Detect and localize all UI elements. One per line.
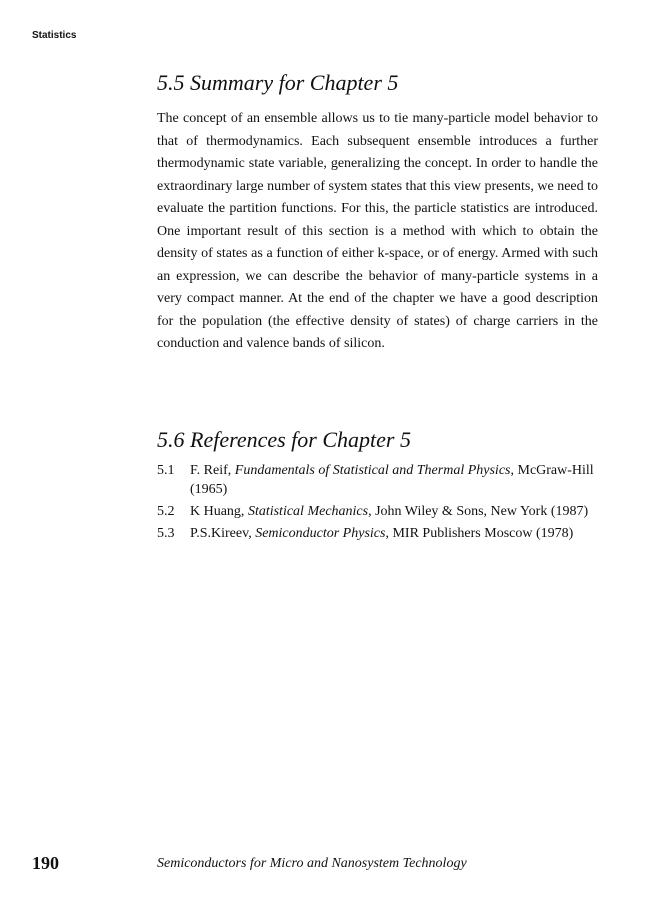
reference-publisher: , John Wiley & Sons, New York (1987)	[368, 504, 589, 519]
reference-list	[157, 461, 602, 546]
page-number: 190	[32, 853, 59, 873]
reference-text	[190, 524, 602, 543]
reference-number: 5.1	[157, 463, 175, 478]
book-title: Semiconductors for Micro and Nanosystem Technology	[157, 856, 467, 871]
reference-author: F. Reif,	[190, 463, 235, 478]
reference-title: Statistical Mechanics	[247, 504, 369, 519]
reference-publisher: , MIR Publishers Moscow (1978)	[385, 526, 574, 541]
section-title-references: 5.6 References for Chapter 5	[157, 427, 411, 452]
reference-number: 5.3	[157, 526, 175, 541]
reference-author: P.S.Kireev,	[190, 526, 256, 541]
reference-item	[157, 461, 602, 499]
reference-text	[190, 461, 602, 499]
reference-publisher: , McGraw-Hill (1965)	[190, 463, 594, 497]
reference-author: K Huang,	[190, 504, 248, 519]
reference-item	[157, 524, 602, 543]
reference-item	[157, 502, 602, 521]
running-head: Statistics	[32, 30, 77, 41]
reference-text	[190, 502, 602, 521]
reference-title: Fundamentals of Statistical and Thermal Physics	[234, 463, 511, 478]
reference-title: Semiconductor Physics	[255, 526, 386, 541]
reference-number: 5.2	[157, 504, 175, 519]
section-title-summary: 5.5 Summary for Chapter 5	[157, 70, 399, 95]
summary-paragraph: The concept of an ensemble allows us to tie many-particle model behavior to that of thermodynamics. Each subsequent ensemble introduces a further thermodynamic state variable, generalizing the concept. In order to handle the extraordinary large number of system states that this view presents, we need to evaluate the partition functions. For this, the particle statistics are introduced. One important result of this section is a method with which to obtain the density of states as a function of either k-space, or of energy. Armed with such an expression, we can describe the behavior of many-particle systems in a very compact manner. At the end of the chapter we have a good description for the population (the effective density of states) of charge carriers in the conduction and valence bands of silicon.	[157, 111, 599, 351]
